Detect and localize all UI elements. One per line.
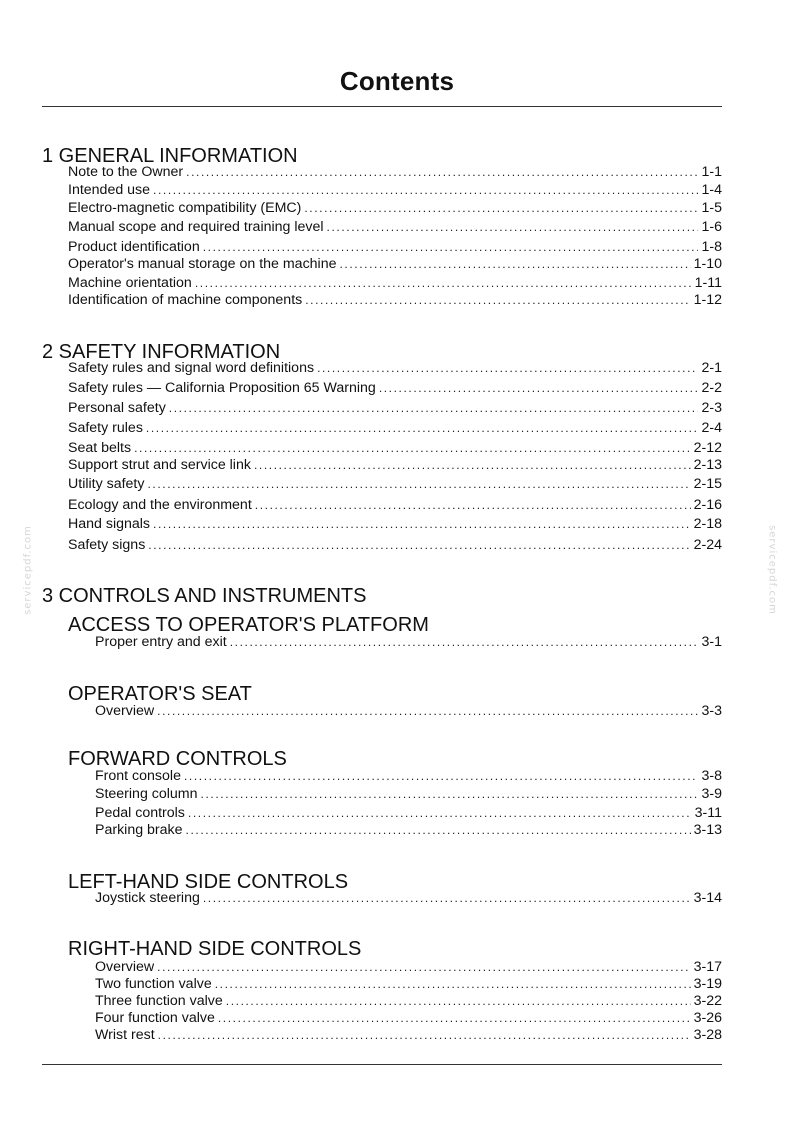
toc-entry-page: 1-1 (701, 164, 722, 180)
toc-entry-page: 3-9 (701, 786, 722, 802)
dot-leader (146, 420, 699, 436)
toc-entry-label: Manual scope and required training level (68, 219, 324, 235)
toc-entry-page: 2-15 (693, 476, 722, 492)
toc-entry[interactable] (95, 703, 722, 719)
section-heading: ACCESS TO OPERATOR'S PLATFORM (68, 614, 429, 636)
toc-entry-page: 3-14 (693, 890, 722, 906)
toc-entry-label: Seat belts (68, 440, 132, 456)
toc-entry-label: Joystick steering (95, 890, 200, 906)
toc-entry-page: 3-19 (693, 976, 722, 992)
toc-entry[interactable] (68, 256, 722, 272)
toc-entry-label: Overview (95, 959, 155, 975)
toc-entry-page: 1-6 (701, 219, 722, 235)
toc-entry-label: Intended use (68, 182, 151, 198)
toc-entry-label: Three function valve (95, 993, 223, 1009)
toc-entry[interactable] (68, 360, 722, 376)
toc-entry-label: Support strut and service link (68, 457, 251, 473)
dot-leader (254, 457, 691, 473)
toc-entry[interactable] (68, 239, 722, 255)
toc-entry-page: 2-24 (693, 537, 722, 553)
toc-entry[interactable] (68, 164, 722, 180)
toc-entry-label: Hand signals (68, 516, 151, 532)
dot-leader (339, 256, 690, 272)
toc-entry-page: 1-10 (693, 256, 722, 272)
dot-leader (203, 239, 699, 255)
toc-entry-page: 1-11 (694, 275, 722, 291)
toc-entry-label: Personal safety (68, 400, 166, 416)
toc-entry[interactable] (95, 805, 722, 821)
toc-entry-page: 2-12 (693, 440, 722, 456)
toc-entry-label: Wrist rest (95, 1027, 155, 1043)
toc-entry-page: 3-26 (693, 1010, 722, 1026)
dot-leader (148, 537, 690, 553)
toc-entry-label: Note to the Owner (68, 164, 184, 180)
toc-entry[interactable] (68, 457, 722, 473)
toc-entry[interactable] (68, 219, 722, 235)
toc-entry-label: Pedal controls (95, 805, 185, 821)
toc-entry-label: Four function valve (95, 1010, 215, 1026)
toc-entry[interactable] (95, 1027, 722, 1043)
dot-leader (226, 993, 691, 1009)
section-heading: FORWARD CONTROLS (68, 748, 287, 770)
toc-entry-page: 1-8 (701, 239, 722, 255)
toc-entry-label: Overview (95, 703, 155, 719)
toc-entry-page: 2-4 (701, 420, 722, 436)
toc-entry[interactable] (95, 1010, 722, 1026)
toc-entry-page: 2-2 (701, 380, 722, 396)
dot-leader (317, 360, 698, 376)
toc-entry-label: Safety rules — California Proposition 65 Warning (68, 380, 376, 396)
dot-leader (169, 400, 699, 416)
toc-entry-label: Machine orientation (68, 275, 192, 291)
toc-entry-label: Safety signs (68, 537, 146, 553)
toc-entry[interactable] (95, 822, 722, 838)
dot-leader (157, 703, 698, 719)
toc-entry-label: Safety rules and signal word definitions (68, 360, 315, 376)
toc-entry[interactable] (68, 292, 722, 308)
bottom-rule (42, 1064, 722, 1065)
dot-leader (153, 182, 698, 198)
toc-entry[interactable] (95, 786, 722, 802)
toc-entry[interactable] (68, 200, 722, 216)
dot-leader (255, 497, 691, 513)
chapter-heading: 1 GENERAL INFORMATION (42, 145, 298, 167)
toc-entry-page: 1-4 (701, 182, 722, 198)
dot-leader (134, 440, 690, 456)
dot-leader (201, 786, 699, 802)
dot-leader (203, 890, 691, 906)
toc-entry-page: 1-5 (701, 200, 722, 216)
dot-leader (327, 219, 699, 235)
toc-entry[interactable] (68, 476, 722, 492)
toc-entry-label: Operator's manual storage on the machine (68, 256, 337, 272)
toc-entry-page: 3-11 (694, 805, 722, 821)
toc-entry-page: 1-12 (693, 292, 722, 308)
toc-entry-label: Product identification (68, 239, 200, 255)
toc-entry-label: Parking brake (95, 822, 183, 838)
toc-entry-page: 3-22 (693, 993, 722, 1009)
toc-entry-label: Electro-magnetic compatibility (EMC) (68, 200, 302, 216)
toc-entry-page: 2-18 (693, 516, 722, 532)
toc-entry[interactable] (68, 440, 722, 456)
toc-entry[interactable] (95, 976, 722, 992)
toc-entry[interactable] (95, 959, 722, 975)
dot-leader (195, 275, 692, 291)
toc-entry-page: 2-13 (693, 457, 722, 473)
toc-entry[interactable] (68, 182, 722, 198)
dot-leader (184, 768, 699, 784)
toc-entry[interactable] (68, 275, 722, 291)
dot-leader (215, 976, 691, 992)
section-heading: LEFT-HAND SIDE CONTROLS (68, 871, 349, 893)
toc-entry-label: Safety rules (68, 420, 143, 436)
watermark-right: servicepdf.com (766, 525, 778, 615)
dot-leader (158, 1027, 691, 1043)
dot-leader (379, 380, 699, 396)
toc-entry[interactable] (68, 380, 722, 396)
dot-leader (147, 476, 690, 492)
dot-leader (230, 634, 699, 650)
chapter-heading: 2 SAFETY INFORMATION (42, 341, 281, 363)
toc-entry[interactable] (95, 993, 722, 1009)
toc-entry-page: 3-28 (693, 1027, 722, 1043)
toc-entry[interactable] (68, 537, 722, 553)
toc-entry[interactable] (95, 634, 722, 650)
section-heading: OPERATOR'S SEAT (68, 683, 252, 705)
toc-entry-label: Ecology and the environment (68, 497, 252, 513)
dot-leader (188, 805, 692, 821)
toc-entry-page: 2-1 (701, 360, 722, 376)
toc-entry[interactable] (95, 768, 722, 784)
toc-entry-page: 3-1 (701, 634, 722, 650)
dot-leader (157, 959, 690, 975)
toc-entry-page: 3-3 (701, 703, 722, 719)
toc-entry-page: 3-8 (701, 768, 722, 784)
toc-entry-page: 3-17 (693, 959, 722, 975)
toc-entry-label: Utility safety (68, 476, 145, 492)
section-heading: RIGHT-HAND SIDE CONTROLS (68, 938, 362, 960)
toc-entry[interactable] (68, 497, 722, 513)
toc-entry-page: 3-13 (693, 822, 722, 838)
toc-entry-label: Proper entry and exit (95, 634, 227, 650)
toc-entry-label: Front console (95, 768, 181, 784)
watermark-left: servicepdf.com (22, 525, 34, 615)
dot-leader (305, 292, 690, 308)
dot-leader (153, 516, 691, 532)
toc-entry[interactable] (68, 516, 722, 532)
toc-entry-page: 2-16 (693, 497, 722, 513)
toc-entry[interactable] (95, 890, 722, 906)
toc-entry[interactable] (68, 400, 722, 416)
dot-leader (186, 822, 691, 838)
toc-entry-label: Two function valve (95, 976, 212, 992)
toc-entry-page: 2-3 (701, 400, 722, 416)
page-title: Contents (339, 66, 455, 96)
dot-leader (186, 164, 698, 180)
dot-leader (218, 1010, 691, 1026)
toc-entry[interactable] (68, 420, 722, 436)
dot-leader (304, 200, 698, 216)
toc-entry-label: Identification of machine components (68, 292, 303, 308)
toc-entry-label: Steering column (95, 786, 198, 802)
chapter-heading: 3 CONTROLS AND INSTRUMENTS (42, 585, 367, 607)
